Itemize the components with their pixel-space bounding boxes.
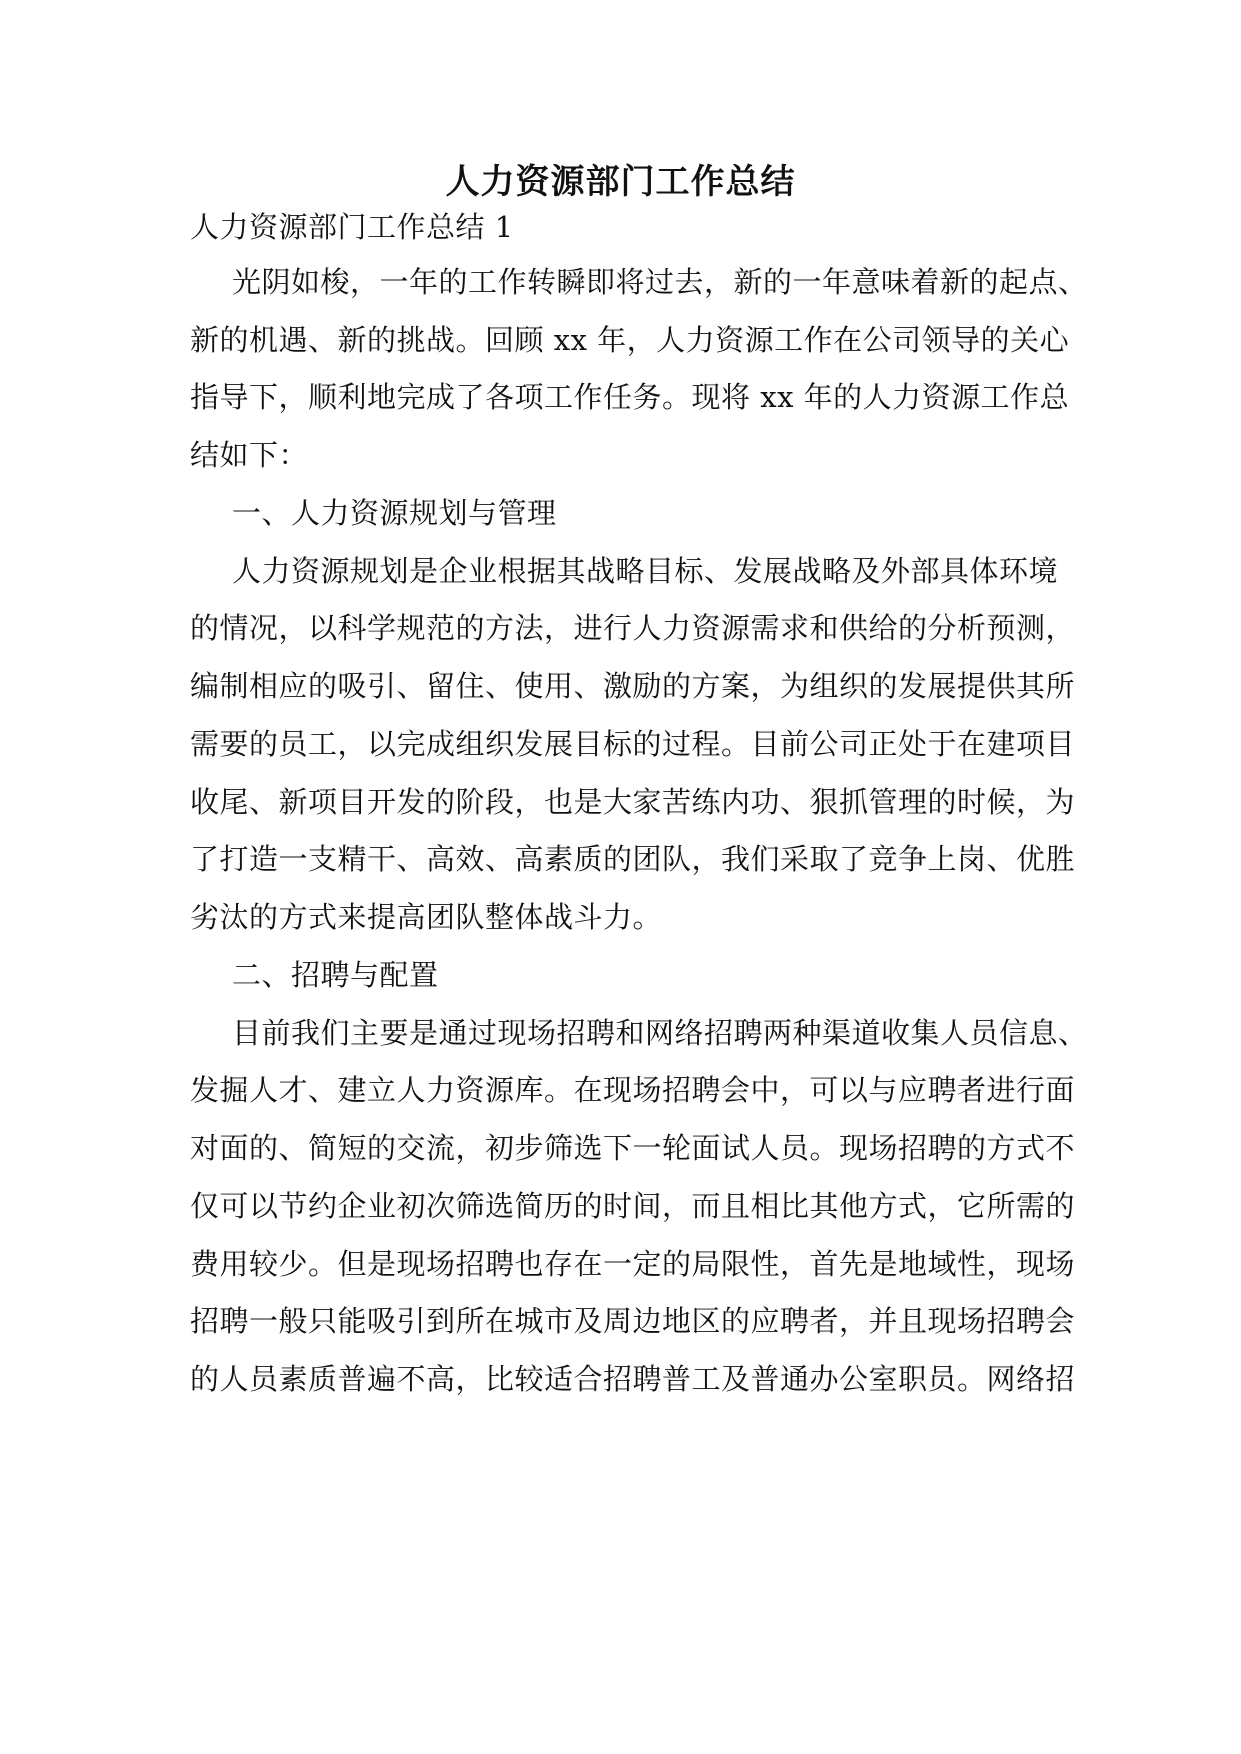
paragraph-line: 了打造一支精干、高效、高素质的团队，我们采取了竞争上岗、优胜 bbox=[190, 842, 1076, 876]
paragraph-line: 劣汰的方式来提高团队整体战斗力。 bbox=[190, 900, 663, 934]
paragraph-line: 收尾、新项目开发的阶段，也是大家苦练内功、狠抓管理的时候，为 bbox=[190, 785, 1076, 819]
paragraph-line: 招聘一般只能吸引到所在城市及周边地区的应聘者，并且现场招聘会 bbox=[190, 1304, 1076, 1338]
paragraph-line: 发掘人才、建立人力资源库。在现场招聘会中，可以与应聘者进行面 bbox=[190, 1073, 1076, 1107]
section-heading: 二、招聘与配置 bbox=[232, 958, 439, 992]
paragraph-line: 的人员素质普遍不高，比较适合招聘普工及普通办公室职员。网络招 bbox=[190, 1362, 1076, 1396]
section-heading: 一、人力资源规划与管理 bbox=[232, 496, 557, 530]
paragraph-line: 新的机遇、新的挑战。回顾 xx 年，人力资源工作在公司领导的关心 bbox=[190, 323, 1070, 357]
document-subtitle: 人力资源部门工作总结 1 bbox=[190, 210, 514, 244]
paragraph-line: 需要的员工，以完成组织发展目标的过程。目前公司正处于在建项目 bbox=[190, 727, 1076, 761]
paragraph-line: 对面的、简短的交流，初步筛选下一轮面试人员。现场招聘的方式不 bbox=[190, 1131, 1076, 1165]
paragraph-line: 人力资源规划是企业根据其战略目标、发展战略及外部具体环境 bbox=[232, 554, 1059, 588]
paragraph-line: 的情况，以科学规范的方法，进行人力资源需求和供给的分析预测， bbox=[190, 611, 1076, 645]
paragraph-line: 仅可以节约企业初次筛选简历的时间，而且相比其他方式，它所需的 bbox=[190, 1189, 1076, 1223]
document-title: 人力资源部门工作总结 bbox=[445, 162, 796, 202]
paragraph-line: 费用较少。但是现场招聘也存在一定的局限性，首先是地域性，现场 bbox=[190, 1247, 1076, 1281]
paragraph-line: 光阴如梭，一年的工作转瞬即将过去，新的一年意味着新的起点、 bbox=[232, 265, 1088, 299]
paragraph-line: 编制相应的吸引、留住、使用、激励的方案，为组织的发展提供其所 bbox=[190, 669, 1076, 703]
paragraph-line: 目前我们主要是通过现场招聘和网络招聘两种渠道收集人员信息、 bbox=[232, 1016, 1088, 1050]
paragraph-line: 结如下： bbox=[190, 438, 309, 472]
paragraph-line: 指导下，顺利地完成了各项工作任务。现将 xx 年的人力资源工作总 bbox=[190, 380, 1070, 414]
